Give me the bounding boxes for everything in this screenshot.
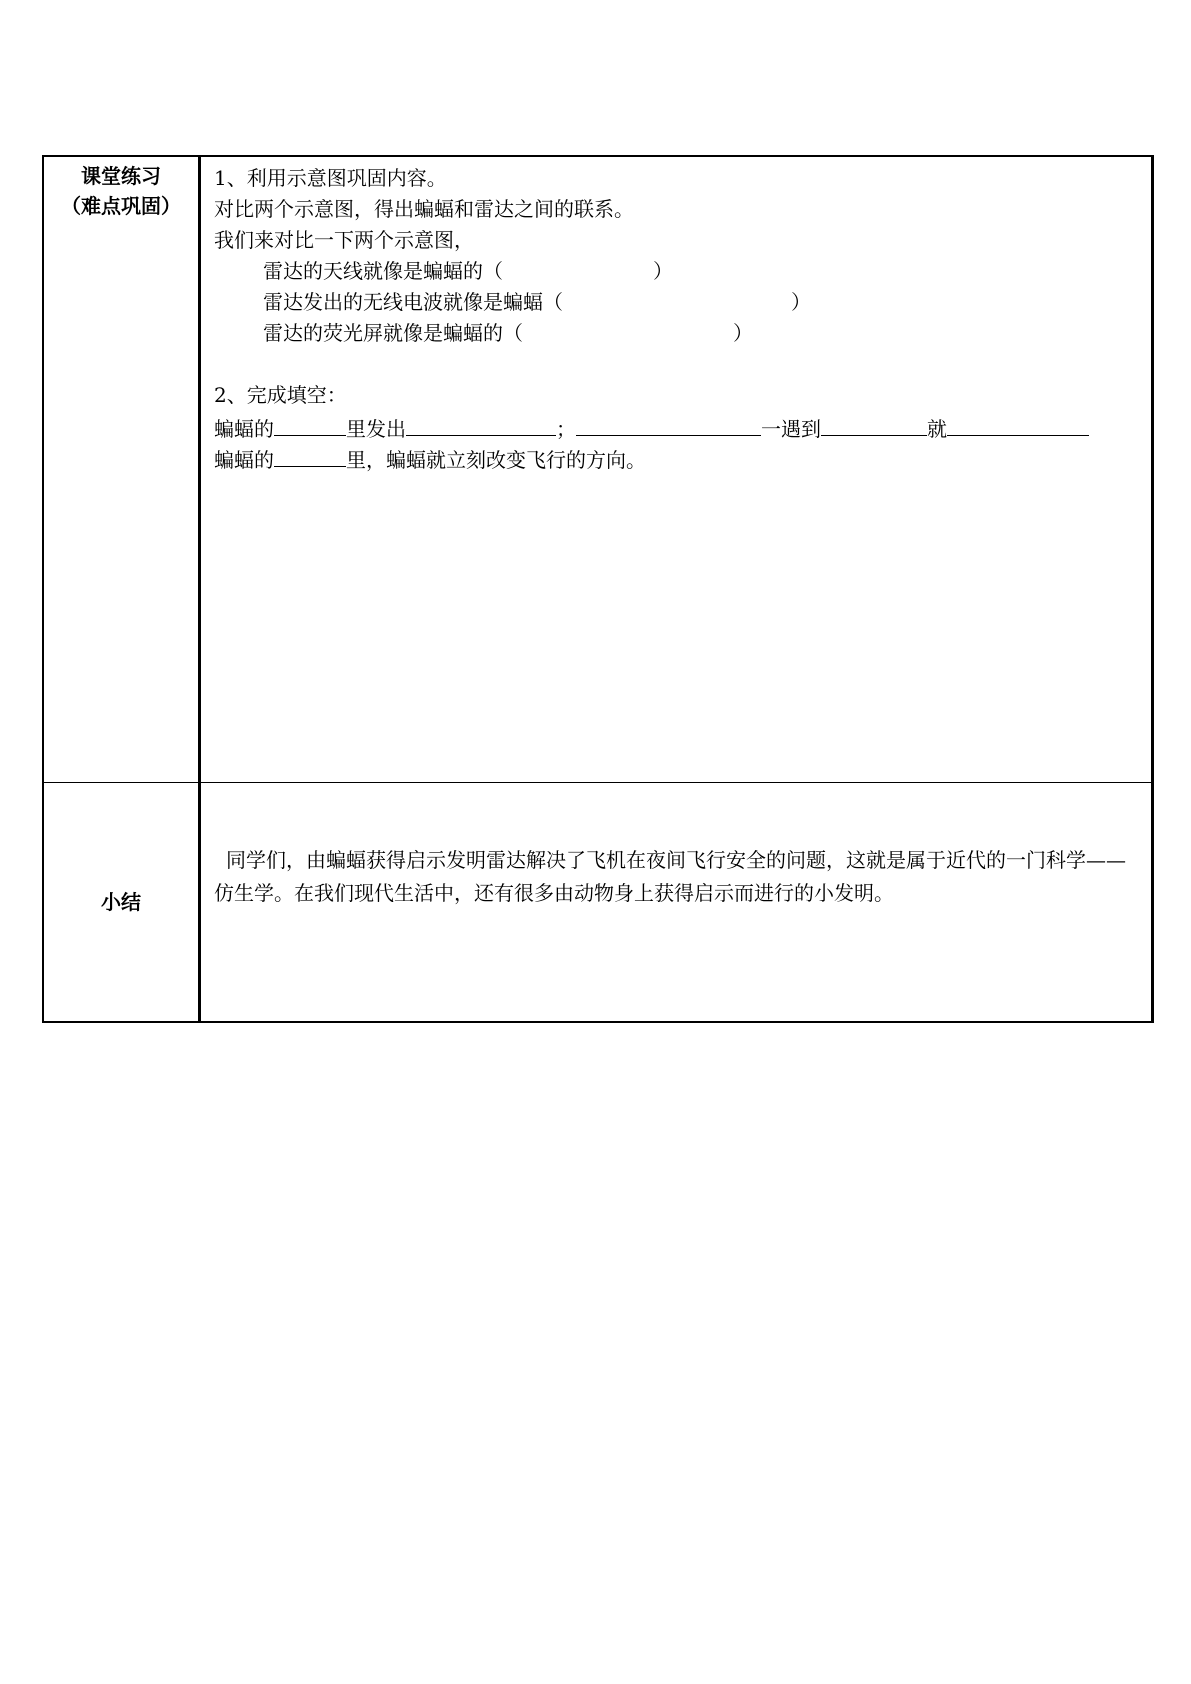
summary-label: 小结 <box>101 890 141 914</box>
fill-blank[interactable] <box>947 411 1089 436</box>
fill-text: 蝙蝠的 <box>214 448 274 472</box>
comparison-line <box>214 287 1141 318</box>
fill-text: 里，蝙蝠就立刻改变飞行的方向。 <box>346 448 646 472</box>
exercise-label-cell <box>43 156 200 783</box>
summary-row <box>43 783 1153 1023</box>
comparison-text: 雷达的天线就像是蝙蝠的（ <box>263 259 503 283</box>
item2-title: 2、完成填空： <box>214 383 347 407</box>
comparison-line <box>214 318 1141 349</box>
lesson-table <box>42 155 1154 1023</box>
fill-blank[interactable] <box>821 411 927 436</box>
fill-text: 蝙蝠的 <box>214 417 274 441</box>
summary-label-cell <box>43 783 200 1023</box>
comparison-close: ） <box>653 259 673 283</box>
fill-blank[interactable] <box>406 411 556 436</box>
comparison-close: ） <box>791 290 811 314</box>
fill-text: 就 <box>927 417 947 441</box>
exercise-label-line2: （难点巩固） <box>61 194 181 218</box>
item1-intro: 我们来对比一下两个示意图， <box>214 228 474 252</box>
fill-text: ； <box>556 417 576 441</box>
summary-content-cell <box>200 783 1153 1023</box>
fill-line-2 <box>214 442 1141 473</box>
exercise-row <box>43 156 1153 783</box>
fill-text: 里发出 <box>346 417 406 441</box>
fill-line-1 <box>214 411 1141 442</box>
fill-blank[interactable] <box>576 411 761 436</box>
item1-title: 1、利用示意图巩固内容。 <box>214 166 447 190</box>
exercise-label-line1: 课堂练习 <box>81 164 161 188</box>
comparison-text: 雷达发出的无线电波就像是蝙蝠（ <box>263 290 563 314</box>
comparison-close: ） <box>733 321 753 345</box>
comparison-text: 雷达的荧光屏就像是蝙蝠的（ <box>263 321 523 345</box>
fill-blank[interactable] <box>274 411 346 436</box>
item1-description: 对比两个示意图，得出蝙蝠和雷达之间的联系。 <box>214 197 634 221</box>
comparison-line <box>214 256 1141 287</box>
summary-text: 同学们，由蝙蝠获得启示发明雷达解决了飞机在夜间飞行安全的问题，这就是属于近代的一门科学——仿生学。在我们现代生活中，还有很多由动物身上获得启示而进行的小发明。 <box>214 848 1126 905</box>
fill-blank[interactable] <box>274 442 346 467</box>
exercise-content-cell <box>200 156 1153 783</box>
fill-text: 一遇到 <box>761 417 821 441</box>
